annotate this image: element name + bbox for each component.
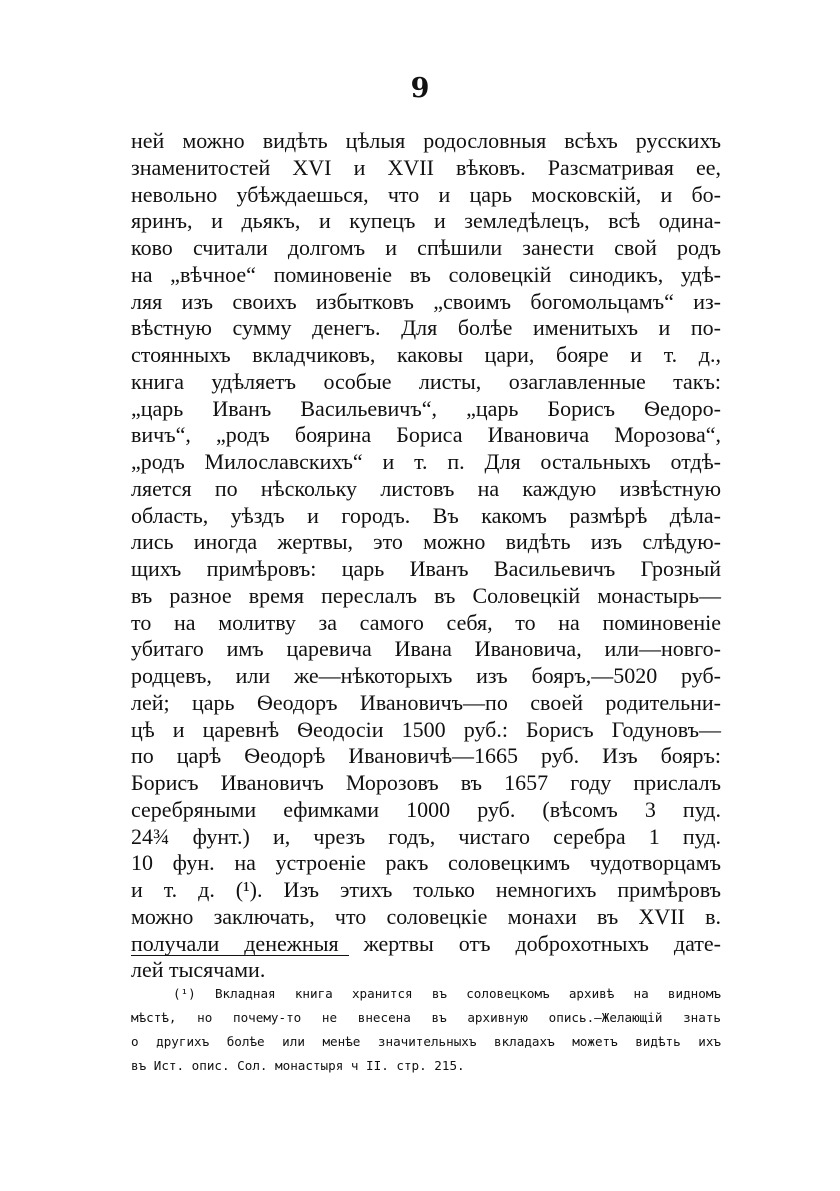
footnote-line: о другихъ болѣе или менѣе значительныхъ вкладахъ можетъ видѣть ихъ — [131, 1034, 721, 1049]
text-line: лей тысячами. — [131, 957, 266, 983]
text-line: щихъ примѣровъ: царь Иванъ Васильевичъ Грозный — [131, 556, 721, 581]
text-line: ней можно видѣть цѣлыя родословныя всѣхъ русскихъ — [131, 128, 721, 153]
text-line: убитаго имъ царевича Ивана Ивановича, или—новго- — [131, 636, 721, 662]
footnote-divider — [131, 955, 349, 956]
text-line: „родъ Милославскихъ“ и т. п. Для остальныхъ отдѣ- — [131, 449, 721, 474]
text-line: ляя изъ своихъ избытковъ „своимъ богомольцамъ“ из- — [131, 288, 721, 314]
text-line: цѣ и царевнѣ Ѳеодосіи 1500 руб.: Борисъ Годуновъ— — [131, 716, 721, 742]
footnote — [131, 982, 721, 1078]
text-line: знаменитостей XVI и XVII вѣковъ. Разсматривая ее, — [131, 154, 721, 180]
text-line: серебряными ефимками 1000 руб. (вѣсомъ 3 пуд. — [131, 796, 721, 822]
text-line: родцевъ, или же—нѣкоторыхъ изъ бояръ,—5020 руб- — [131, 663, 721, 688]
body-text — [131, 128, 721, 984]
footnote-line: (¹) Вкладная книга хранится въ соловецкомъ архивѣ на видномъ — [173, 986, 721, 1001]
text-line: то на молитву за самого себя, то на поминовеніе — [131, 609, 721, 635]
text-line: получали денежныя жертвы отъ доброхотныхъ дате- — [131, 930, 721, 956]
text-line: ково считали долгомъ и спѣшили занести свой родъ — [131, 235, 721, 260]
text-line: Борисъ Ивановичъ Морозовъ въ 1657 году прислалъ — [131, 770, 721, 795]
text-line: 24¾ фунт.) и, чрезъ годъ, чистаго серебра 1 пуд. — [131, 823, 721, 849]
text-line: книга удѣляетъ особые листы, озаглавленные такъ: — [131, 368, 721, 394]
text-line: ляется по нѣскольку листовъ на каждую извѣстную — [131, 475, 721, 501]
text-line: по царѣ Ѳеодорѣ Ивановичѣ—1665 руб. Изъ бояръ: — [131, 743, 721, 769]
text-line: въ разное время переслалъ въ Соловецкій монастырь— — [131, 582, 721, 608]
text-line: и т. д. (¹). Изъ этихъ только немногихъ примѣровъ — [131, 877, 721, 902]
text-line: невольно убѣждаешься, что и царь московскій, и бо- — [131, 181, 721, 207]
page-number: 9 — [410, 73, 430, 104]
text-line: стоянныхъ вкладчиковъ, каковы цари, бояре и т. д., — [131, 342, 721, 367]
footnote-line: мѣстѣ, но почему-то не внесена въ архивную опись.—Желающій знать — [131, 1010, 721, 1025]
text-line: область, уѣздъ и городъ. Въ какомъ размѣрѣ дѣла- — [131, 502, 721, 528]
text-line: на „вѣчное“ поминовеніе въ соловецкій синодикъ, удѣ- — [131, 261, 721, 287]
text-line: вичъ“, „родъ боярина Бориса Ивановича Морозова“, — [131, 422, 721, 448]
text-line: „царь Иванъ Васильевичъ“, „царь Борисъ Ѳедоро- — [131, 395, 721, 421]
text-line: лей; царь Ѳеодоръ Ивановичъ—по своей родительни- — [131, 689, 721, 715]
text-line: вѣстную сумму денегъ. Для болѣе именитыхъ и по- — [131, 315, 721, 341]
text-line: яринъ, и дьякъ, и купецъ и земледѣлецъ, всѣ одина- — [131, 208, 721, 234]
text-line: 10 фун. на устроеніе ракъ соловецкимъ чудотворцамъ — [131, 850, 721, 876]
footnote-line: въ Ист. опис. Сол. монастыря ч II. стр. 215. — [131, 1058, 465, 1073]
text-line: лись иногда жертвы, это можно видѣть изъ слѣдую- — [131, 529, 721, 555]
text-line: можно заключать, что соловецкіе монахи въ XVII в. — [131, 903, 721, 929]
